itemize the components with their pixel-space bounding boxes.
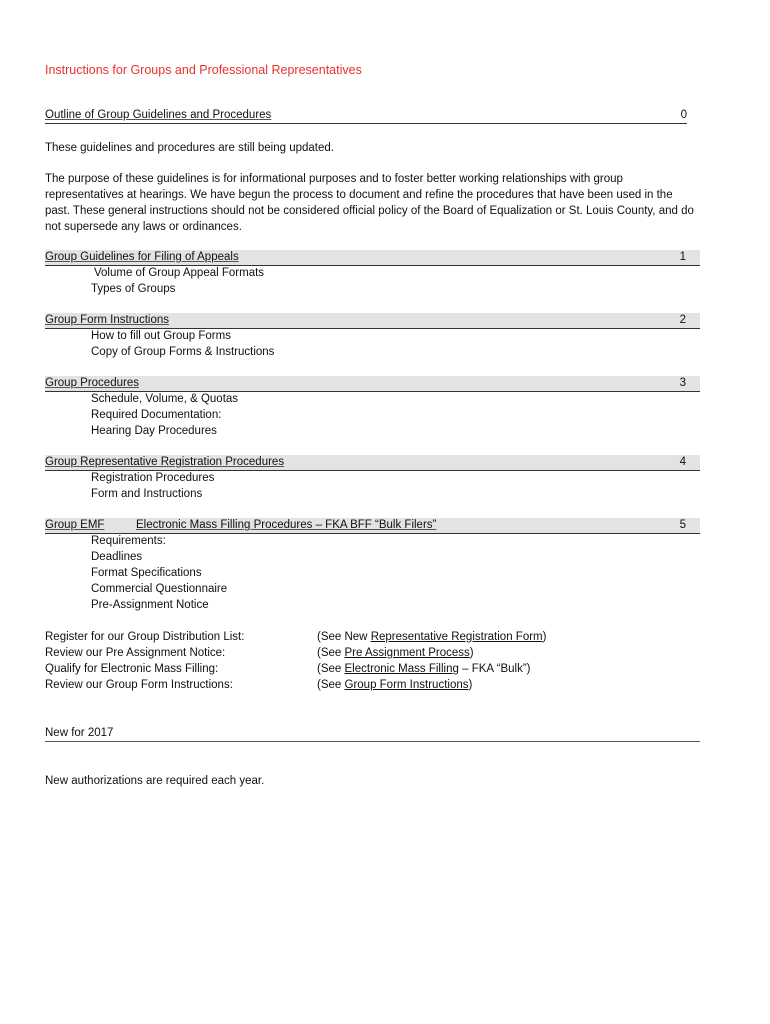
updating-note: These guidelines and procedures are still being updated. <box>45 142 334 154</box>
quick-link-ref: (See Electronic Mass Filling – FKA “Bulk”) <box>317 663 531 675</box>
toc-page-number: 3 <box>679 377 686 389</box>
toc-row-outline <box>45 108 687 124</box>
toc-subitem: Format Specifications <box>91 567 202 579</box>
toc-page-number: 1 <box>679 251 686 263</box>
toc-label-detail[interactable]: Electronic Mass Filling Procedures – FKA BFF “Bulk Filers” <box>136 519 437 531</box>
quick-link-row <box>45 629 695 645</box>
quick-link-ref: (See Group Form Instructions) <box>317 679 473 691</box>
toc-page-number: 5 <box>679 519 686 531</box>
toc-subitem: Requirements: <box>91 535 166 547</box>
quick-link-row <box>45 645 695 661</box>
toc-label[interactable]: Group EMF <box>45 519 105 531</box>
toc-label[interactable]: Outline of Group Guidelines and Procedures <box>45 109 272 121</box>
registration-form-link[interactable]: Representative Registration Form <box>370 631 543 643</box>
toc-subitem: Volume of Group Appeal Formats <box>94 267 265 279</box>
quick-link-ref: (See Pre Assignment Process) <box>317 647 474 659</box>
authorizations-note: New authorizations are required each year. <box>45 775 265 787</box>
toc-page-number: 2 <box>679 314 686 326</box>
toc-row-filing-appeals <box>45 250 700 266</box>
quick-link-ref: (See New Representative Registration Form) <box>317 631 547 643</box>
toc-row-registration <box>45 455 700 471</box>
toc-subitem: Required Documentation: <box>91 409 222 421</box>
toc-subitem: Schedule, Volume, & Quotas <box>91 393 239 405</box>
purpose-paragraph: The purpose of these guidelines is for informational purposes and to foster better working relationships with group representatives at hearings. We have begun the process to document and refine the procedures that have been used in the past. These general instructions should not be considered official policy of the Board of Equalization or St. Louis County, and do not supersede any laws or ordinances. <box>45 173 694 233</box>
quick-link-label: Qualify for Electronic Mass Filling: <box>45 663 219 675</box>
toc-subitem: Form and Instructions <box>91 488 203 500</box>
pre-assignment-link[interactable]: Pre Assignment Process <box>344 647 470 659</box>
quick-link-label: Review our Pre Assignment Notice: <box>45 647 226 659</box>
quick-link-label: Review our Group Form Instructions: <box>45 679 233 691</box>
quick-link-row <box>45 677 695 693</box>
toc-subitem: Hearing Day Procedures <box>91 425 217 437</box>
mass-filling-link[interactable]: Electronic Mass Filling <box>344 663 459 675</box>
toc-subitem: How to fill out Group Forms <box>91 330 231 342</box>
toc-subitem: Deadlines <box>91 551 143 563</box>
toc-label[interactable]: Group Form Instructions <box>45 314 169 326</box>
group-form-instructions-link[interactable]: Group Form Instructions <box>344 679 469 691</box>
toc-row-group-procedures <box>45 376 700 392</box>
toc-subitem: Pre-Assignment Notice <box>91 599 209 611</box>
toc-subitem: Copy of Group Forms & Instructions <box>91 346 275 358</box>
toc-row-group-emf <box>45 518 700 534</box>
toc-label[interactable]: Group Procedures <box>45 377 139 389</box>
new-for-heading: New for 2017 <box>45 725 700 742</box>
toc-page-number: 0 <box>680 109 687 121</box>
toc-subitem: Registration Procedures <box>91 472 215 484</box>
quick-link-label: Register for our Group Distribution List: <box>45 631 245 643</box>
toc-subitem: Commercial Questionnaire <box>91 583 228 595</box>
quick-link-row <box>45 661 695 677</box>
toc-page-number: 4 <box>679 456 686 468</box>
toc-row-form-instructions <box>45 313 700 329</box>
toc-label[interactable]: Group Guidelines for Filing of Appeals <box>45 251 239 263</box>
toc-subitem: Types of Groups <box>91 283 176 295</box>
document-title: Instructions for Groups and Professional Representatives <box>45 63 362 77</box>
toc-label[interactable]: Group Representative Registration Procedures <box>45 456 285 468</box>
